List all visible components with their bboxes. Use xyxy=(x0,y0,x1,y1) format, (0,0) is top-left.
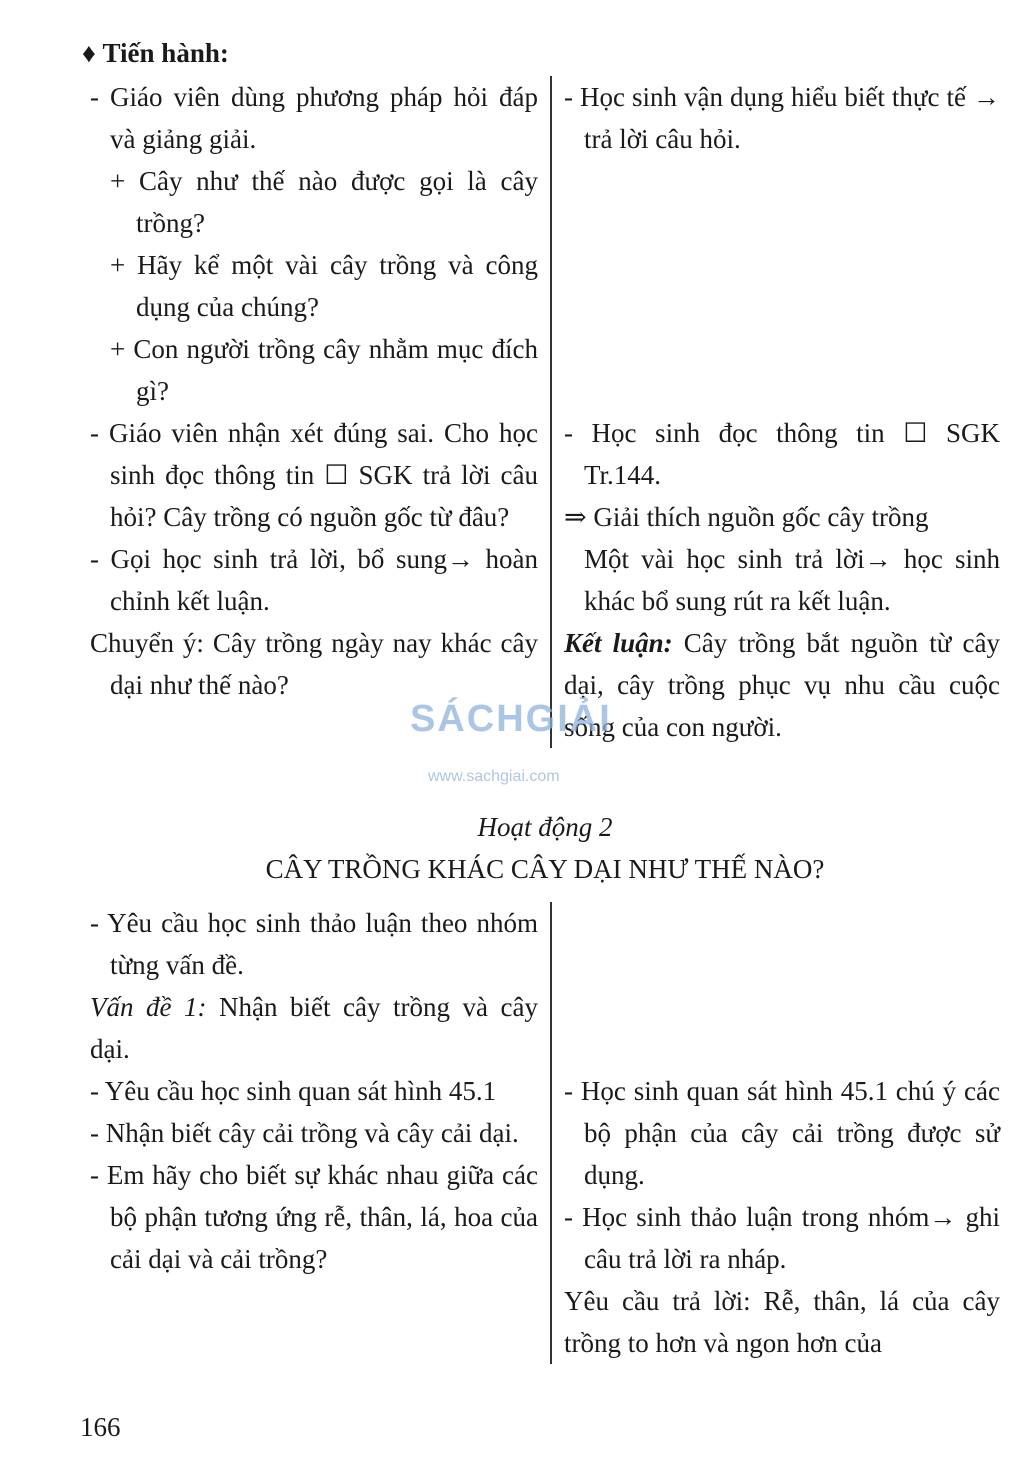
issue-label: Vấn đề 1: xyxy=(90,992,207,1022)
question: + Hãy kể một vài cây trồng và công dụng của chúng? xyxy=(110,250,538,322)
activity-subtitle: Hoạt động 2 xyxy=(477,812,613,842)
watermark-brand: SÁCHGIẢI xyxy=(410,698,612,740)
paragraph: - Học sinh vận dụng hiểu biết thực tế → trả lời câu hỏi. xyxy=(564,82,1000,154)
paragraph: - Yêu cầu học sinh quan sát hình 45.1 xyxy=(90,1076,497,1106)
issue-text: Nhận biết cây trồng và cây dại. xyxy=(90,992,539,1064)
paragraph: - Nhận biết cây cải trồng và cây cải dại. xyxy=(90,1118,519,1148)
page-number: 166 xyxy=(80,1412,121,1442)
paragraph: - Học sinh thảo luận trong nhóm→ ghi câu trả lời ra nháp. xyxy=(564,1202,1000,1274)
transition-text: Chuyển ý: Cây trồng ngày nay khác cây dại như thế nào? xyxy=(90,628,538,700)
row1-student xyxy=(550,76,1000,412)
row2-student xyxy=(550,412,1000,622)
question: + Con người trồng cây nhằm mục đích gì? xyxy=(110,334,538,406)
paragraph: ⇒ Giải thích nguồn gốc cây trồng xyxy=(564,502,929,532)
paragraph: - Em hãy cho biết sự khác nhau giữa các bộ phận tương ứng rễ, thân, lá, hoa của cải dại và cải trồng? xyxy=(90,1160,538,1274)
paragraph: - Gọi học sinh trả lời, bổ sung→ hoàn chỉnh kết luận. xyxy=(90,544,538,616)
row1-teacher xyxy=(90,902,550,1070)
section-heading xyxy=(82,32,229,74)
conclusion-label: Kết luận: xyxy=(564,628,673,658)
activity-table-1 xyxy=(90,76,1000,748)
paragraph: Yêu cầu trả lời: Rễ, thân, lá của cây trồng to hơn và ngon hơn của xyxy=(564,1286,1000,1358)
row3-conclusion xyxy=(550,622,1000,748)
row2-teacher xyxy=(90,1070,550,1364)
activity-title: CÂY TRỒNG KHÁC CÂY DẠI NHƯ THẾ NÀO? xyxy=(265,854,825,884)
heading-label: Tiến hành: xyxy=(102,38,229,68)
row1-teacher xyxy=(90,76,550,412)
row1-student xyxy=(550,902,1000,1070)
watermark-url: www.sachgiai.com xyxy=(428,768,560,785)
paragraph: - Giáo viên dùng phương pháp hỏi đáp và giảng giải. xyxy=(90,82,538,154)
activity-table-2 xyxy=(90,902,1000,1364)
paragraph: Một vài học sinh trả lời→ học sinh khác bổ sung rút ra kết luận. xyxy=(584,544,1000,616)
diamond-bullet-icon: ♦ xyxy=(82,38,96,68)
row2-teacher xyxy=(90,412,550,622)
row2-student xyxy=(550,1070,1000,1364)
question: + Cây như thế nào được gọi là cây trồng? xyxy=(110,166,538,238)
paragraph: - Giáo viên nhận xét đúng sai. Cho học sinh đọc thông tin ☐ SGK trả lời câu hỏi? Cây trồng có nguồn gốc từ đâu? xyxy=(90,418,538,532)
paragraph: - Học sinh quan sát hình 45.1 chú ý các bộ phận của cây cải trồng được sử dụng. xyxy=(564,1076,1000,1190)
watermark xyxy=(410,698,612,785)
paragraph: - Học sinh đọc thông tin ☐ SGK Tr.144. xyxy=(564,418,1000,490)
conclusion-text: Cây trồng bắt nguồn từ cây dại, cây trồng phục vụ nhu cầu cuộc sống của con người. xyxy=(564,628,1000,742)
paragraph: - Yêu cầu học sinh thảo luận theo nhóm từng vấn đề. xyxy=(90,908,538,980)
